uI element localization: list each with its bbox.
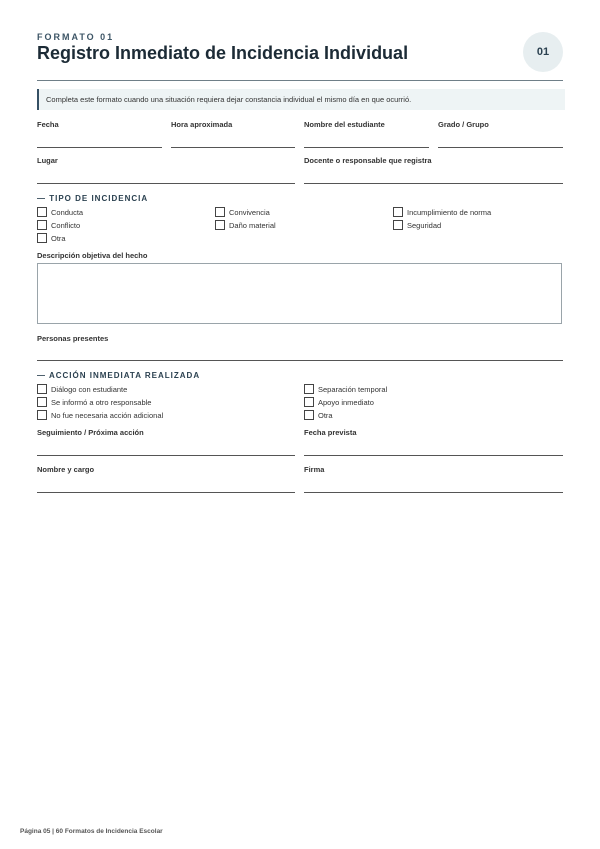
tipo-option-label: Incumplimiento de norma (407, 207, 492, 217)
personas-field[interactable] (37, 360, 563, 361)
tipo-section-title-text: TIPO DE INCIDENCIA (49, 194, 149, 203)
seguimiento-field[interactable] (37, 455, 295, 456)
tipo-option-label: Daño material (229, 220, 276, 230)
fecha-label: Fecha (37, 120, 59, 129)
estudiante-label: Nombre del estudiante (304, 120, 385, 129)
checkbox[interactable] (37, 233, 47, 243)
tipo-option-dano-material[interactable] (215, 220, 276, 230)
accion-section-title-text: ACCIÓN INMEDIATA REALIZADA (48, 371, 201, 380)
accion-option-label: Se informó a otro responsable (51, 397, 152, 407)
checkbox[interactable] (393, 220, 403, 230)
lugar-label: Lugar (37, 156, 58, 165)
grado-label: Grado / Grupo (438, 120, 489, 129)
accion-option-apoyo[interactable] (304, 397, 374, 407)
tipo-option-label: Conducta (51, 207, 84, 217)
tipo-option-conducta[interactable] (37, 207, 83, 217)
page-footer: Página 05 | 60 Formatos de Incidencia Escolar (20, 828, 163, 835)
accion-option-dialogo[interactable] (37, 384, 127, 394)
firma-label: Firma (304, 465, 325, 474)
checkbox[interactable] (304, 397, 314, 407)
checkbox[interactable] (37, 410, 47, 420)
fecha-prevista-label: Fecha prevista (304, 428, 357, 437)
firma-field[interactable] (304, 492, 563, 493)
accion-option-label: Separación temporal (318, 384, 388, 394)
tipo-option-seguridad[interactable] (393, 220, 441, 230)
accion-option-no-necesaria[interactable] (37, 410, 163, 420)
accion-option-otra[interactable] (304, 410, 333, 420)
seguimiento-label: Seguimiento / Próxima acción (37, 428, 144, 437)
checkbox[interactable] (215, 207, 225, 217)
tipo-option-label: Otra (51, 233, 66, 243)
accion-option-label: Apoyo inmediato (318, 397, 374, 407)
estudiante-field[interactable] (304, 147, 429, 148)
fecha-field[interactable] (37, 147, 162, 148)
page-title: Registro Inmediato de Incidencia Individual (37, 43, 409, 63)
header-divider (37, 80, 563, 81)
tipo-section-title: — TIPO DE INCIDENCIA (37, 194, 149, 203)
nombre-cargo-field[interactable] (37, 492, 295, 493)
descripcion-label: Descripción objetiva del hecho (37, 251, 148, 260)
checkbox[interactable] (37, 207, 47, 217)
instruction-note (37, 89, 565, 110)
docente-field[interactable] (304, 183, 563, 184)
tipo-option-label: Convivencia (229, 207, 270, 217)
checkbox[interactable] (37, 220, 47, 230)
accion-option-separacion[interactable] (304, 384, 387, 394)
accion-option-label: No fue necesaria acción adicional (51, 410, 164, 420)
nombre-cargo-label: Nombre y cargo (37, 465, 95, 474)
accion-option-informo[interactable] (37, 397, 151, 407)
personas-label: Personas presentes (37, 334, 109, 343)
tipo-option-incumplimiento[interactable] (393, 207, 491, 217)
tipo-option-label: Seguridad (407, 220, 442, 230)
instruction-text: Completa este formato cuando una situación requiera dejar constancia individual el mismo día en que ocurrió. (46, 95, 412, 104)
checkbox[interactable] (37, 384, 47, 394)
hora-field[interactable] (171, 147, 295, 148)
tipo-option-convivencia[interactable] (215, 207, 270, 217)
accion-option-label: Otra (318, 410, 333, 420)
tipo-option-conflicto[interactable] (37, 220, 80, 230)
accion-section-title: — ACCIÓN INMEDIATA REALIZADA (37, 371, 201, 380)
hora-label: Hora aproximada (171, 120, 233, 129)
checkbox[interactable] (304, 410, 314, 420)
checkbox[interactable] (37, 397, 47, 407)
checkbox[interactable] (215, 220, 225, 230)
descripcion-textarea[interactable] (37, 263, 562, 324)
checkbox[interactable] (393, 207, 403, 217)
tipo-option-otra[interactable] (37, 233, 66, 243)
checkbox[interactable] (304, 384, 314, 394)
grado-field[interactable] (438, 147, 563, 148)
accion-option-label: Diálogo con estudiante (51, 384, 128, 394)
form-number-badge: 01 (523, 32, 563, 72)
fecha-prevista-field[interactable] (304, 455, 563, 456)
lugar-field[interactable] (37, 183, 295, 184)
docente-label: Docente o responsable que registra (304, 156, 432, 165)
form-eyebrow: FORMATO 01 (37, 32, 115, 42)
tipo-option-label: Conflicto (51, 220, 81, 230)
